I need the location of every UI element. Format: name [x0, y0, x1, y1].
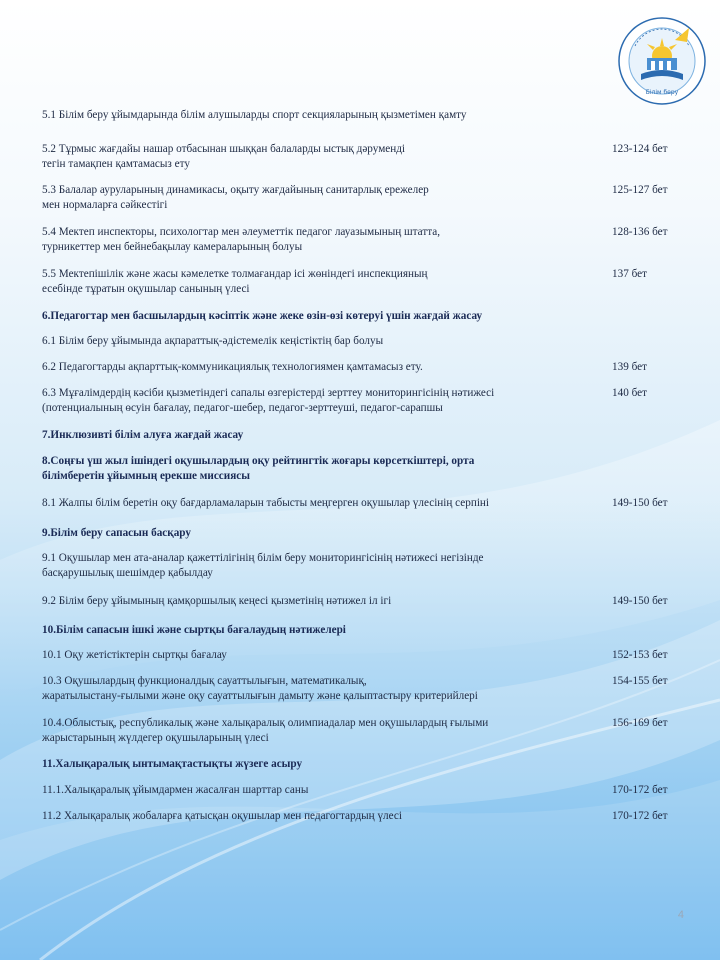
section-heading: [42, 757, 602, 772]
svg-text:Білім беру: Білім беру: [645, 89, 679, 96]
entry-title: 11.2 Халықаралық жобаларға қатысқан оқушылар мен педагогтардың үлесі: [42, 810, 402, 822]
toc-entry: [42, 108, 594, 123]
entry-title: 11.1.Халықаралық ұйымдармен жасалған шарттар саны: [42, 784, 309, 796]
entry-title: 9.2 Білім беру ұйымының қамқоршылық кеңесі қызметінің нәтижел іл ігі: [42, 595, 392, 607]
toc-entry: [42, 783, 668, 798]
entry-title: 10.1 Оқу жетістіктерін сыртқы бағалау: [42, 649, 227, 661]
entry-title: 5.3 Балалар ауруларының динамикасы, оқыту жағдайының санитарлық ережелер мен нормаларға сәйкестігі: [42, 184, 429, 211]
entry-page-range: 170-172 бет: [612, 810, 668, 822]
toc-entry: [42, 809, 668, 824]
toc-entry: [42, 674, 668, 704]
entry-title: 5.1 Білім беру ұйымдарында білім алушыларды спорт секцияларының қызметімен қамту: [42, 109, 467, 121]
entry-title: 6.1 Білім беру ұйымында ақпараттық-әдістемелік кеңістіктің бар болуы: [42, 335, 384, 347]
toc-entry: [42, 716, 668, 746]
entry-page-range: 140 бет: [612, 387, 647, 399]
toc-entry: [42, 496, 668, 511]
entry-title: 6.3 Мұғалімдердің кәсіби қызметіндегі сапалы өзгерістерді зерттеу мониторингісінің нәтижесі (потенциалының өсуін бағалау, педагог-шебер, педагог-зерттеуші, педагог-сарапшы: [42, 387, 495, 414]
section-heading: [42, 526, 602, 541]
entry-title: 6.2 Педагогтарды ақпарттық-коммуникациялық технологиямен қамтамасыз ету.: [42, 361, 423, 373]
entry-page-range: 149-150 бет: [612, 595, 668, 607]
entry-title: 9.Білім беру сапасын басқару: [42, 527, 191, 539]
toc-entry: [42, 225, 668, 255]
toc-entry: [42, 142, 668, 172]
entry-page-range: 137 бет: [612, 268, 647, 280]
entry-page-range: 139 бет: [612, 361, 647, 373]
section-heading: [42, 428, 602, 443]
section-heading: [42, 623, 602, 638]
entry-page-range: 154-155 бет: [612, 675, 668, 687]
entry-page-range: 156-169 бет: [612, 717, 668, 729]
toc-entry: [42, 183, 668, 213]
entry-title: 7.Инклюзивті білім алуға жағдай жасау: [42, 429, 244, 441]
entry-page-range: 125-127 бет: [612, 184, 668, 196]
entry-title: 8.Соңғы үш жыл ішіндегі оқушылардың оқу рейтингтік жоғары көрсеткіштері, орта білімберетін ұйымның ерекше миссиясы: [42, 455, 475, 482]
entry-page-range: 170-172 бет: [612, 784, 668, 796]
section-heading: [42, 309, 602, 324]
toc-entry: [42, 594, 668, 609]
entry-title: 10.Білім сапасын ішкі және сыртқы бағалаудың нәтижелері: [42, 624, 346, 636]
entry-page-range: 149-150 бет: [612, 497, 668, 509]
entry-title: 9.1 Оқушылар мен ата-аналар қажеттілігінің білім беру мониторингісінің нәтижесі негізінде басқарушылық шешімдер қабылдау: [42, 552, 484, 579]
toc-entry: [42, 386, 647, 416]
entry-title: 5.2 Тұрмыс жағдайы нашар отбасынан шыққан балаларды ыстық дәруменді тегін тамақпен қамтамасыз ету: [42, 143, 406, 170]
entry-page-range: 128-136 бет: [612, 226, 668, 238]
entry-title: 10.4.Облыстық, республикалық және халықаралық олимпиадалар мен оқушылардың ғылыми жарыстарының жүлдегер оқушыларының үлесі: [42, 717, 489, 744]
school-emblem-icon: [617, 16, 707, 106]
entry-title: 8.1 Жалпы білім беретін оқу бағдарламаларын табысты меңгерген оқушылар үлесінің серпіні: [42, 497, 490, 509]
toc-entry: [42, 334, 594, 349]
toc-entry: [42, 360, 647, 375]
page-number: 4: [677, 909, 684, 921]
school-logo: [617, 16, 707, 106]
entry-page-range: 152-153 бет: [612, 649, 668, 661]
toc-entry: [42, 648, 668, 663]
entry-title: 5.4 Мектеп инспекторы, психологтар мен әлеуметтік педагог лауазымының штатта, турникеттер мен бейнебақылау камераларының болуы: [42, 226, 441, 253]
section-heading: [42, 454, 602, 484]
entry-title: 5.5 Мектепішілік және жасы кәмелетке толмағандар ісі жөніндегі инспекцияның есебінде тұратын оқушылар санының үлесі: [42, 268, 428, 295]
entry-title: 10.3 Оқушылардың функционалдық сауаттылығын, математикалық, жаратылыстану-ғылыми және оқу сауаттылығын дамыту және қалыптастыру критерийлері: [42, 675, 478, 702]
entry-page-range: 123-124 бет: [612, 143, 668, 155]
entry-title: 6.Педагогтар мен басшылардың кәсіптік және жеке өзін-өзі көтеруі үшін жағдай жасау: [42, 310, 483, 322]
entry-title: 11.Халықаралық ынтымақтастықты жүзеге асыру: [42, 758, 303, 770]
toc-entry: [42, 551, 594, 581]
toc-entry: [42, 267, 647, 297]
